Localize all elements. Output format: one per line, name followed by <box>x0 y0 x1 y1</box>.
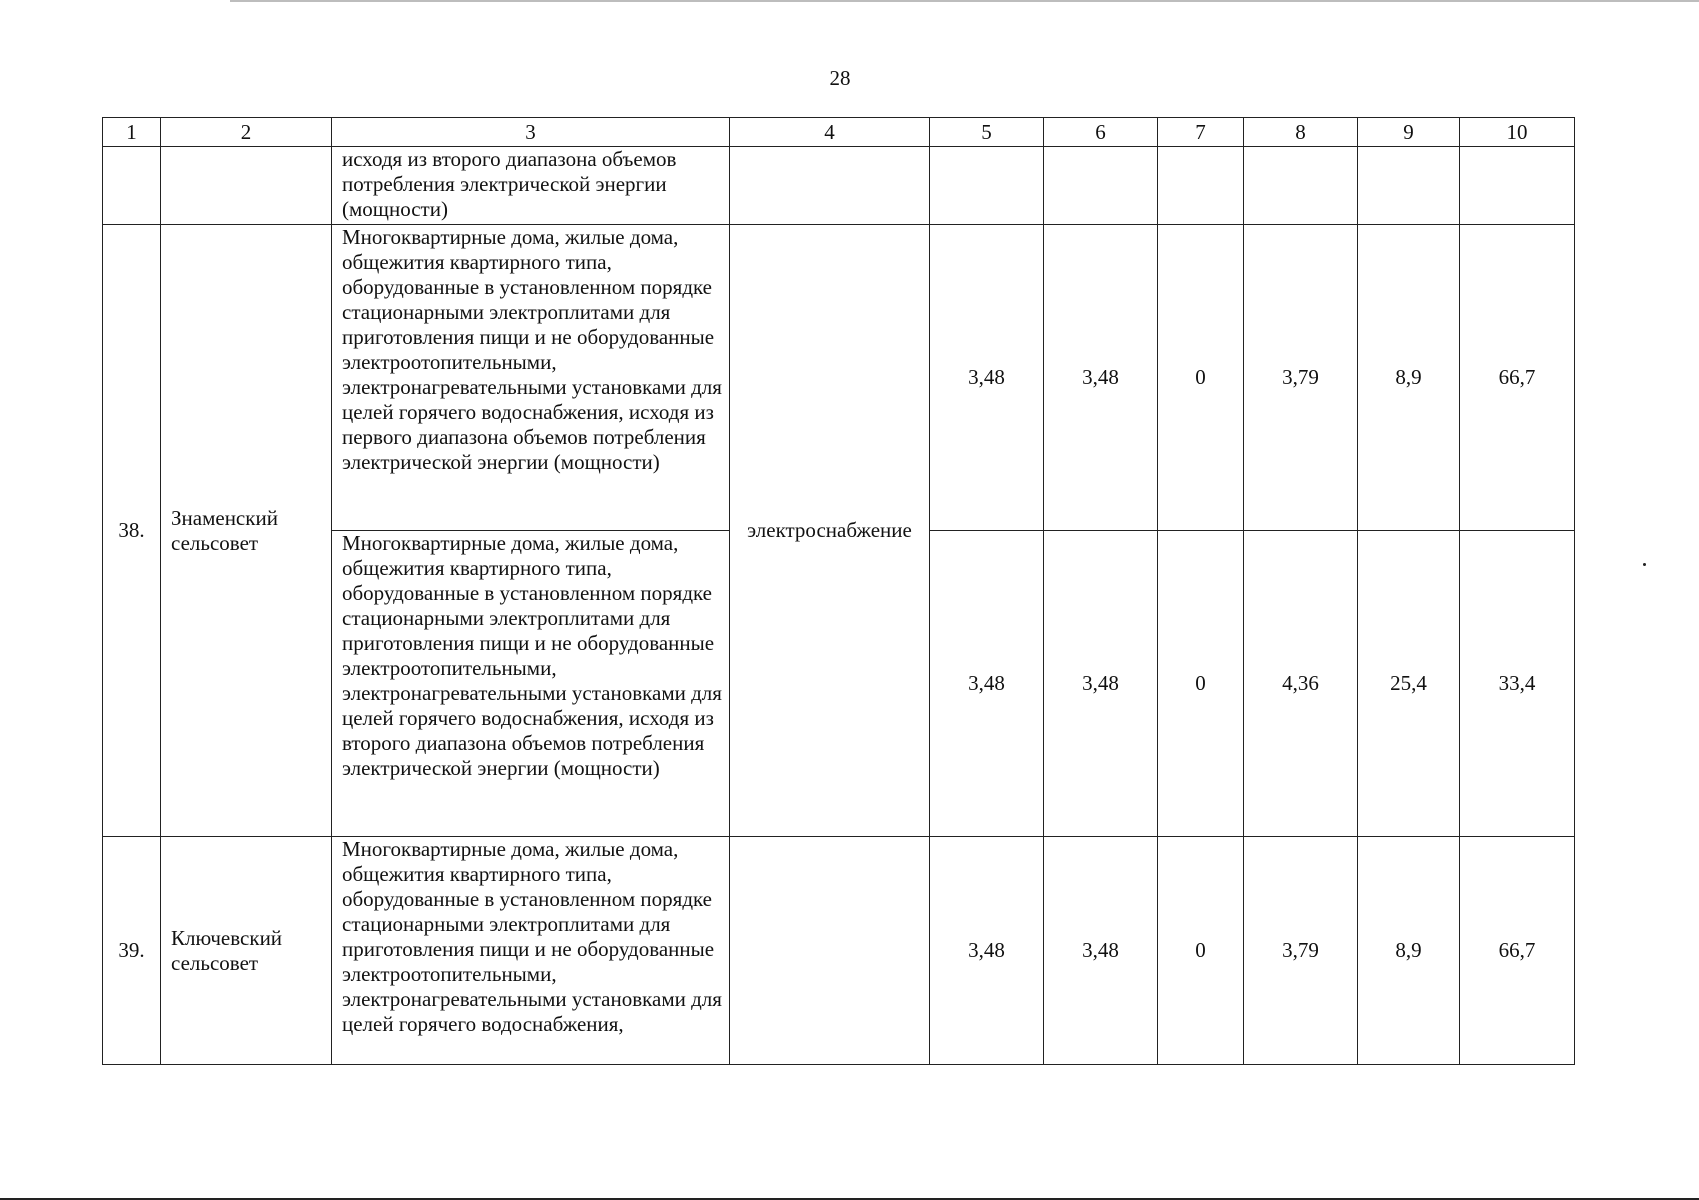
value-cell: 3,79 <box>1244 837 1358 1065</box>
column-number: 2 <box>161 118 332 147</box>
entry-number: 38. <box>103 225 161 837</box>
service-cell <box>730 147 930 225</box>
value-cell: 3,48 <box>930 531 1044 837</box>
value-cell: 4,36 <box>1244 531 1358 837</box>
column-number: 5 <box>930 118 1044 147</box>
table-row-continuation <box>103 147 1575 225</box>
service-type: электроснабжение <box>730 225 930 837</box>
value-cell <box>1044 147 1158 225</box>
entry-number-cell <box>103 147 161 225</box>
value-cell: 0 <box>1158 225 1244 531</box>
consumer-description: Многоквартирные дома, жилые дома, общежития квартирного типа, оборудованные в установленном порядке стационарными электроплитами для приготовления пищи и не оборудованные электроотопительными, электронагревательными установками для целей горячего водоснабжения, исходя из первого диапазона объемов потребления электрической энергии (мощности) <box>332 225 730 531</box>
column-number: 10 <box>1460 118 1575 147</box>
entry-name-cell <box>161 147 332 225</box>
settlement-name: Ключевский сельсовет <box>161 837 332 1065</box>
column-number: 6 <box>1044 118 1158 147</box>
value-cell <box>1358 147 1460 225</box>
service-cell <box>730 837 930 1065</box>
column-number-row <box>103 118 1575 147</box>
value-cell: 3,48 <box>1044 225 1158 531</box>
consumer-description: Многоквартирные дома, жилые дома, общежития квартирного типа, оборудованные в установленном порядке стационарными электроплитами для приготовления пищи и не оборудованные электроотопительными, электронагревательными установками для целей горячего водоснабжения, исходя из второго диапазона объемов потребления электрической энергии (мощности) <box>332 531 730 837</box>
value-cell: 3,48 <box>1044 531 1158 837</box>
consumer-description: исходя из второго диапазона объемов потребления электрической энергии (мощности) <box>332 147 730 225</box>
table-row <box>103 225 1575 531</box>
column-number: 4 <box>730 118 930 147</box>
table-row <box>103 837 1575 1065</box>
value-cell: 3,48 <box>930 837 1044 1065</box>
value-cell: 3,48 <box>930 225 1044 531</box>
value-cell: 0 <box>1158 531 1244 837</box>
scan-edge-top <box>230 0 1699 2</box>
column-number: 3 <box>332 118 730 147</box>
column-number: 1 <box>103 118 161 147</box>
value-cell: 8,9 <box>1358 837 1460 1065</box>
column-number: 8 <box>1244 118 1358 147</box>
value-cell <box>930 147 1044 225</box>
value-cell <box>1158 147 1244 225</box>
column-number: 7 <box>1158 118 1244 147</box>
value-cell: 0 <box>1158 837 1244 1065</box>
value-cell <box>1460 147 1575 225</box>
value-cell: 66,7 <box>1460 225 1575 531</box>
entry-number: 39. <box>103 837 161 1065</box>
scan-speck <box>1643 563 1646 566</box>
column-number: 9 <box>1358 118 1460 147</box>
value-cell: 66,7 <box>1460 837 1575 1065</box>
tariff-table <box>102 117 1575 1065</box>
value-cell <box>1244 147 1358 225</box>
settlement-name: Знаменский сельсовет <box>161 225 332 837</box>
value-cell: 8,9 <box>1358 225 1460 531</box>
value-cell: 3,79 <box>1244 225 1358 531</box>
value-cell: 3,48 <box>1044 837 1158 1065</box>
value-cell: 25,4 <box>1358 531 1460 837</box>
value-cell: 33,4 <box>1460 531 1575 837</box>
page-number: 28 <box>829 66 851 90</box>
consumer-description: Многоквартирные дома, жилые дома, общежития квартирного типа, оборудованные в установленном порядке стационарными электроплитами для приготовления пищи и не оборудованные электроотопительными, электронагревательными установками для целей горячего водоснабжения, <box>332 837 730 1065</box>
